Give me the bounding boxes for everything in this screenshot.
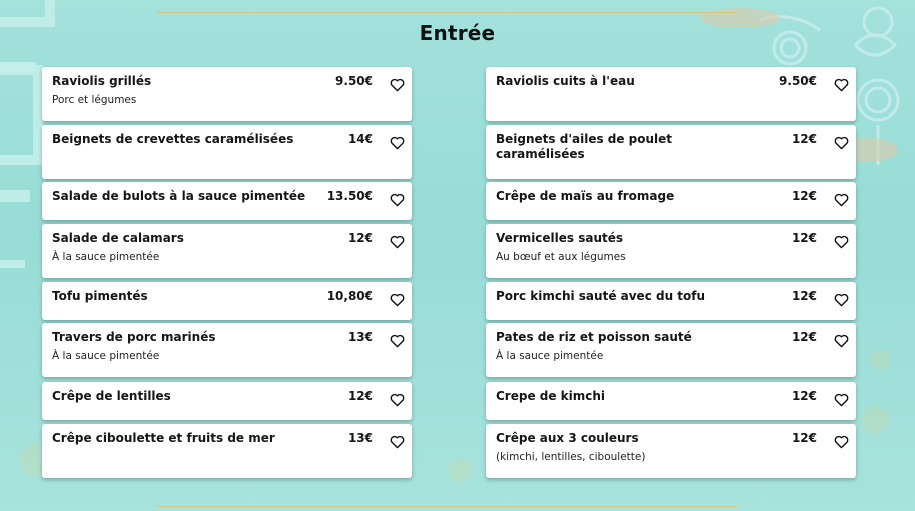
heart-icon[interactable] bbox=[834, 234, 849, 248]
menu-item-name: Raviolis grillés bbox=[52, 74, 152, 88]
heart-icon[interactable] bbox=[390, 392, 405, 406]
menu-item-price: 9.50€ bbox=[779, 74, 817, 88]
menu-item-name: Vermicelles sautés bbox=[496, 231, 624, 245]
menu-item-price: 12€ bbox=[347, 231, 373, 245]
heart-icon[interactable] bbox=[834, 135, 849, 149]
heart-icon[interactable] bbox=[834, 434, 849, 448]
menu-item-price: 10,80€ bbox=[326, 289, 373, 303]
menu-item-price: 13€ bbox=[347, 431, 373, 445]
menu-item-name: Raviolis cuits à l'eau bbox=[496, 74, 635, 88]
heart-icon[interactable] bbox=[834, 292, 849, 306]
menu-item-price: 13.50€ bbox=[326, 189, 373, 203]
menu-item-card[interactable] bbox=[486, 125, 856, 179]
menu-item-card[interactable] bbox=[486, 424, 856, 478]
heart-icon[interactable] bbox=[834, 392, 849, 406]
menu-item-description: À la sauce pimentée bbox=[52, 251, 160, 263]
menu-item-name: Crêpe ciboulette et fruits de mer bbox=[52, 431, 275, 445]
menu-item-price: 12€ bbox=[791, 189, 817, 203]
heart-icon[interactable] bbox=[390, 192, 405, 206]
top-divider bbox=[157, 12, 737, 13]
menu-item-name: Beignets d'ailes de poulet caramélisées bbox=[496, 132, 673, 161]
heart-icon[interactable] bbox=[390, 234, 405, 248]
menu-item-card[interactable] bbox=[42, 224, 412, 278]
heart-icon[interactable] bbox=[834, 333, 849, 347]
heart-icon[interactable] bbox=[390, 434, 405, 448]
menu-item-card[interactable] bbox=[42, 182, 412, 220]
menu-item-price: 9.50€ bbox=[335, 74, 373, 88]
menu-item-name: Beignets de crevettes caramélisées bbox=[52, 132, 294, 146]
menu-item-name: Porc kimchi sauté avec du tofu bbox=[496, 289, 706, 303]
menu-item-name: Crêpe de lentilles bbox=[52, 389, 171, 403]
menu-item-card[interactable] bbox=[42, 382, 412, 420]
menu-item-description: (kimchi, lentilles, ciboulette) bbox=[496, 451, 646, 463]
menu-item-price: 12€ bbox=[791, 330, 817, 344]
menu-item-price: 12€ bbox=[791, 132, 817, 146]
heart-icon[interactable] bbox=[390, 292, 405, 306]
menu-item-name: Salade de bulots à la sauce pimentée bbox=[52, 189, 306, 203]
menu-item-card[interactable] bbox=[486, 182, 856, 220]
heart-icon[interactable] bbox=[390, 333, 405, 347]
menu-item-card[interactable] bbox=[42, 323, 412, 377]
menu-item-description: À la sauce pimentée bbox=[496, 350, 604, 362]
menu-item-card[interactable] bbox=[486, 323, 856, 377]
menu-item-description: Au bœuf et aux légumes bbox=[496, 251, 626, 263]
heart-icon[interactable] bbox=[390, 77, 405, 91]
menu-item-name: Crêpe de maïs au fromage bbox=[496, 189, 675, 203]
heart-icon[interactable] bbox=[834, 192, 849, 206]
menu-item-name: Crepe de kimchi bbox=[496, 389, 606, 403]
menu-item-card[interactable] bbox=[486, 282, 856, 320]
section-title: Entrée bbox=[419, 21, 496, 45]
menu-item-name: Pates de riz et poisson sauté bbox=[496, 330, 692, 344]
menu-item-name: Salade de calamars bbox=[52, 231, 184, 245]
menu-item-price: 12€ bbox=[791, 431, 817, 445]
menu-item-price: 14€ bbox=[347, 132, 373, 146]
heart-icon[interactable] bbox=[390, 135, 405, 149]
menu-item-price: 12€ bbox=[791, 231, 817, 245]
menu-item-description: Porc et légumes bbox=[52, 94, 137, 106]
menu-item-name: Travers de porc marinés bbox=[52, 330, 216, 344]
menu-item-card[interactable] bbox=[486, 382, 856, 420]
menu-item-card[interactable] bbox=[42, 125, 412, 179]
menu-item-price: 12€ bbox=[791, 289, 817, 303]
menu-item-card[interactable] bbox=[42, 282, 412, 320]
bottom-divider bbox=[157, 506, 737, 507]
menu-item-name: Crêpe aux 3 couleurs bbox=[496, 431, 639, 445]
menu-item-card[interactable] bbox=[486, 67, 856, 121]
menu-item-card[interactable] bbox=[486, 224, 856, 278]
menu-item-card[interactable] bbox=[42, 424, 412, 478]
menu-item-price: 12€ bbox=[791, 389, 817, 403]
menu-item-name: Tofu pimentés bbox=[52, 289, 148, 303]
menu-item-description: À la sauce pimentée bbox=[52, 350, 160, 362]
menu-item-price: 13€ bbox=[347, 330, 373, 344]
heart-icon[interactable] bbox=[834, 77, 849, 91]
menu-item-card[interactable] bbox=[42, 67, 412, 121]
menu-item-price: 12€ bbox=[347, 389, 373, 403]
